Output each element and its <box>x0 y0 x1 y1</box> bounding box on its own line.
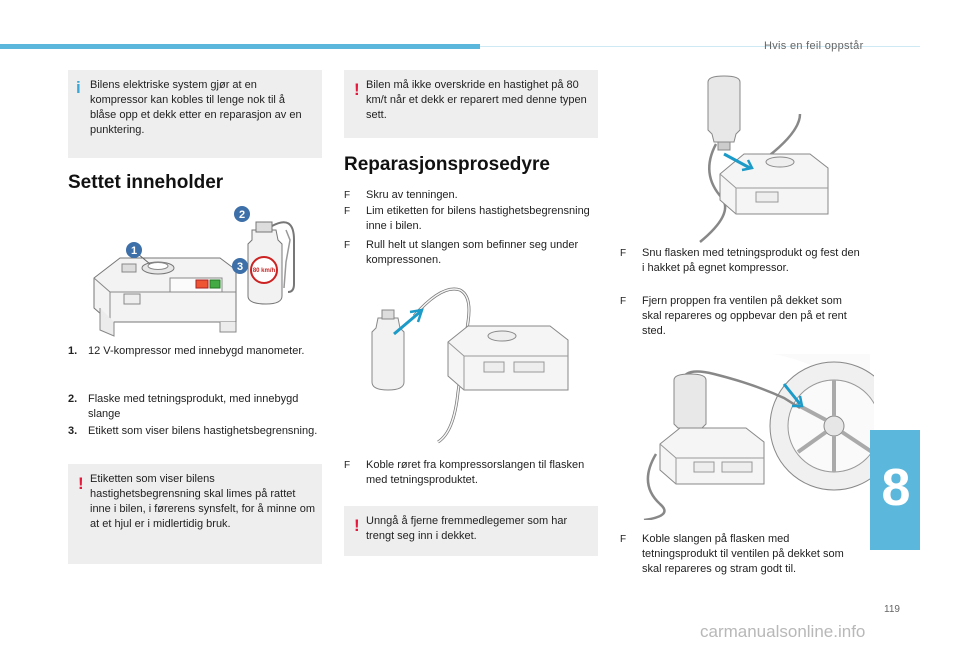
bottle-on-compressor-illustration <box>680 74 840 244</box>
repair-kit-illustration <box>80 200 310 340</box>
warning-note-text: Bilen må ikke overskride en hastighet på 80 km/t når et dekk er reparert med denne typen sett. <box>366 79 587 121</box>
section-heading-kit-contents: Settet inneholder <box>68 172 224 193</box>
page-number: 119 <box>884 604 900 615</box>
warning-icon: ! <box>78 474 84 493</box>
step-ignition-off: F Skru av tenningen. <box>344 189 458 201</box>
svg-text:2: 2 <box>238 209 246 221</box>
chapter-header-title: Hvis en feil oppstår <box>764 40 864 52</box>
sealant-bottle-drawing <box>248 222 294 304</box>
info-note-text: Bilens elektriske system gjør at en kompressor kan kobles til lenge nok til å blåse opp et dekk etter en reparasjon av en punktering. <box>90 79 302 136</box>
step-connect-to-valve: F Koble slangen på flasken med tetningsprodukt til ventilen på dekket som skal repareres og stram godt til. <box>620 533 844 575</box>
inverted-bottle-drawing <box>674 374 706 428</box>
step-bullet-icon: F <box>620 248 627 259</box>
section-heading-repair-procedure: Reparasjonsprosedyre <box>344 154 550 175</box>
compressor-drawing <box>448 326 568 390</box>
connect-to-tire-illustration <box>634 354 874 520</box>
warning-icon: ! <box>354 80 360 99</box>
step-bullet-icon: F <box>344 206 351 217</box>
compressor-drawing <box>660 428 764 484</box>
header-accent-bar <box>0 44 480 49</box>
compressor-drawing <box>94 258 236 336</box>
step-bullet-icon: F <box>620 296 627 307</box>
info-icon: i <box>76 78 81 97</box>
step-bullet-icon: F <box>344 240 351 251</box>
step-remove-valve-cap: F Fjern proppen fra ventilen på dekket som skal repareres og oppbevar den på et rent sted. <box>620 295 847 337</box>
step-bullet-icon: F <box>344 190 351 201</box>
step-bullet-icon: F <box>344 460 351 471</box>
connect-hose-illustration <box>364 282 574 452</box>
step-bullet-icon: F <box>620 534 627 545</box>
warning-note-box-foreign-objects <box>344 506 598 556</box>
warning-icon: ! <box>354 516 360 535</box>
kit-item-1: 1. 12 V-kompressor med innebygd manometer. <box>68 345 305 357</box>
wheel-drawing <box>770 354 874 490</box>
callout-2 <box>234 206 250 222</box>
info-note-box <box>68 70 322 158</box>
inverted-bottle-drawing <box>708 76 740 150</box>
warning-note-box-label <box>68 464 322 564</box>
compressor-drawing <box>720 154 828 214</box>
kit-item-3: 3. Etikett som viser bilens hastighetsbegrensning. <box>68 425 318 437</box>
svg-text:3: 3 <box>236 261 244 273</box>
watermark: carmanualsonline.info <box>700 622 866 641</box>
kit-item-2: 2. Flaske med tetningsprodukt, med innebygd slange <box>68 393 299 420</box>
step-connect-tube: F Koble røret fra kompressorslangen til flasken med tetningsproduktet. <box>344 459 585 486</box>
warning-note-text: Unngå å fjerne fremmedlegemer som har trengt seg inn i dekket. <box>366 515 568 542</box>
chapter-number: 8 <box>881 459 911 517</box>
step-attach-label: F Lim etiketten for bilens hastighetsbegrensning inne i bilen. <box>344 205 590 232</box>
step-unroll-hose: F Rull helt ut slangen som befinner seg under kompressonen. <box>344 239 579 266</box>
speed-sticker-label: 80 km/h <box>252 268 276 274</box>
step-invert-bottle: F Snu flasken med tetningsprodukt og fest den i hakket på egnet kompressor. <box>620 247 860 274</box>
callout-3 <box>232 258 248 274</box>
warning-note-box-speed <box>344 70 598 138</box>
bottle-drawing <box>372 310 404 390</box>
svg-text:1: 1 <box>130 245 138 257</box>
warning-note-text: Etiketten som viser bilens hastighetsbegrensning skal limes på rattet inne i bilen, i førerens synsfelt, for å minne om at et hjul er i midlertidig bruk. <box>90 473 315 530</box>
